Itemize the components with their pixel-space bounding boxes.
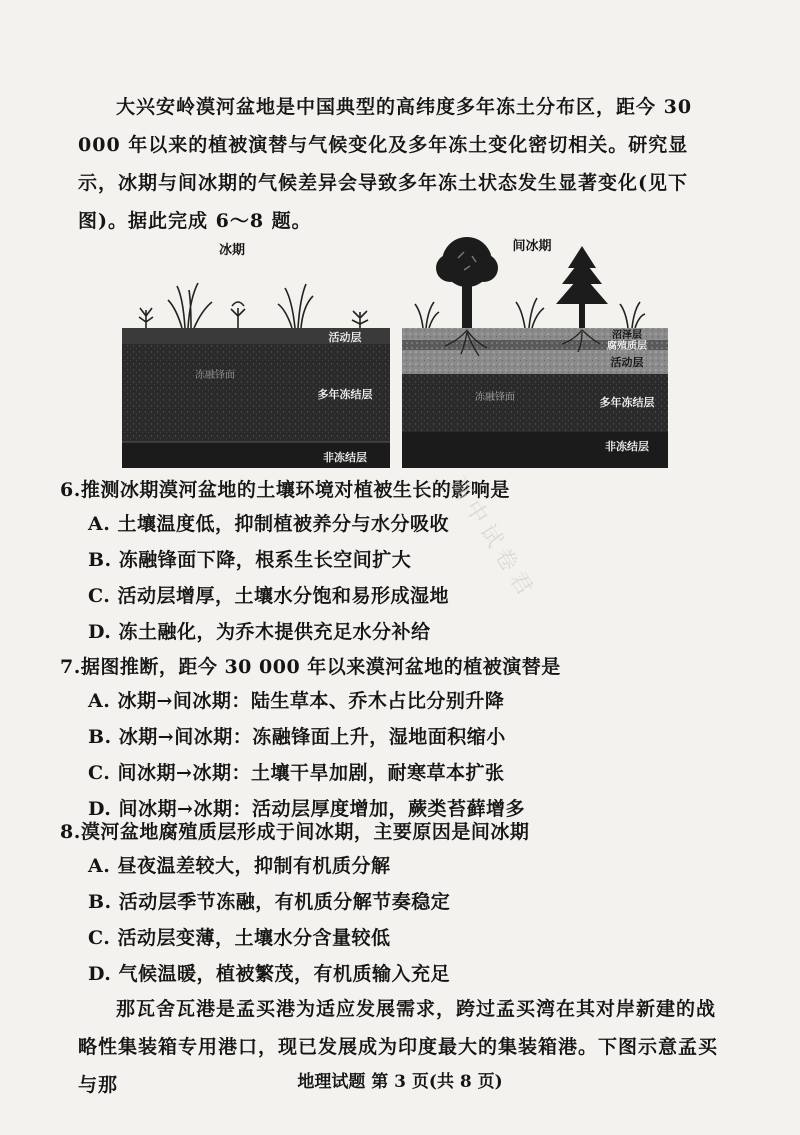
question-stem: 8.漠河盆地腐殖质层形成于间冰期，主要原因是间冰期 — [60, 821, 530, 843]
interglacial-non-frozen-label: 非冻结层 — [605, 440, 649, 453]
glacial-active-layer-label: 活动层 — [328, 331, 362, 344]
option-b: B. 冰期→间冰期：冻融锋面上升，湿地面积缩小 — [88, 726, 506, 748]
option-c: C. 活动层增厚，土壤水分饱和易形成湿地 — [88, 585, 450, 607]
option-d: D. 间冰期→冰期：活动层厚度增加，蕨类苔藓增多 — [88, 798, 525, 820]
question-8 — [60, 816, 750, 992]
option-c: C. 活动层变薄，土壤水分含量较低 — [88, 927, 391, 949]
option-a: A. 冰期→间冰期：陆生草本、乔木占比分别升降 — [88, 690, 505, 712]
interglacial-title: 间冰期 — [512, 239, 552, 254]
option-c: C. 间冰期→冰期：土壤干旱加剧，耐寒草本扩张 — [88, 762, 505, 784]
swamp-layer-label: 沼泽层 — [612, 330, 642, 341]
question-7 — [60, 651, 750, 827]
option-b: B. 活动层季节冻融，有机质分解节奏稳定 — [88, 891, 451, 913]
glacial-plants — [139, 283, 368, 328]
conifer-tree-icon — [556, 246, 608, 330]
interglacial-active-layer-label: 活动层 — [610, 356, 644, 369]
glacial-freeze-thaw-front-label: 冻融锋面 — [195, 370, 235, 381]
broadleaf-tree-icon — [436, 237, 498, 331]
humus-layer-label: 腐殖质层 — [607, 341, 647, 352]
next-intro-paragraph: 那瓦舍瓦港是孟买港为适应发展需求，跨过孟买湾在其对岸新建的战略性集装箱专用港口，现已发展成为印度最大的集装箱港。下图示意孟买与那 — [78, 998, 719, 1096]
interglacial-freeze-thaw-front-label: 冻融锋面 — [475, 392, 515, 403]
option-d: D. 冻土融化，为乔木提供充足水分补给 — [88, 621, 431, 643]
interglacial-permafrost-label: 多年冻结层 — [599, 396, 655, 409]
intro-paragraph: 大兴安岭漠河盆地是中国典型的高纬度多年冻土分布区，距今 30 000 年以来的植被演替与气候变化及多年冻土变化密切相关。研究显示，冰期与间冰期的气候差异会导致多年冻土状态发生显著变化(见下图)。据此完成 6～8 题。 — [78, 96, 693, 232]
option-a: A. 昼夜温差较大，抑制有机质分解 — [88, 855, 391, 877]
question-stem: 7.据图推断，距今 30 000 年以来漠河盆地的植被演替是 — [60, 656, 561, 678]
question-stem: 6.推测冰期漠河盆地的土壤环境对植被生长的影响是 — [60, 479, 510, 501]
question-6 — [60, 474, 750, 650]
interglacial-plants — [415, 298, 645, 328]
option-b: B. 冻融锋面下降，根系生长空间扩大 — [88, 549, 412, 571]
glacial-permafrost-label: 多年冻结层 — [317, 388, 373, 401]
option-a: A. 土壤温度低，抑制植被养分与水分吸收 — [88, 513, 449, 535]
permafrost-figure — [120, 236, 670, 468]
page-footer: 地理试题 第 3 页(共 8 页) — [297, 1072, 503, 1092]
watermark: 高中试卷君 — [444, 472, 540, 605]
option-d: D. 气候温暖，植被繁茂，有机质输入充足 — [88, 963, 451, 985]
glacial-title: 冰期 — [218, 243, 246, 258]
glacial-non-frozen-label: 非冻结层 — [323, 451, 367, 464]
